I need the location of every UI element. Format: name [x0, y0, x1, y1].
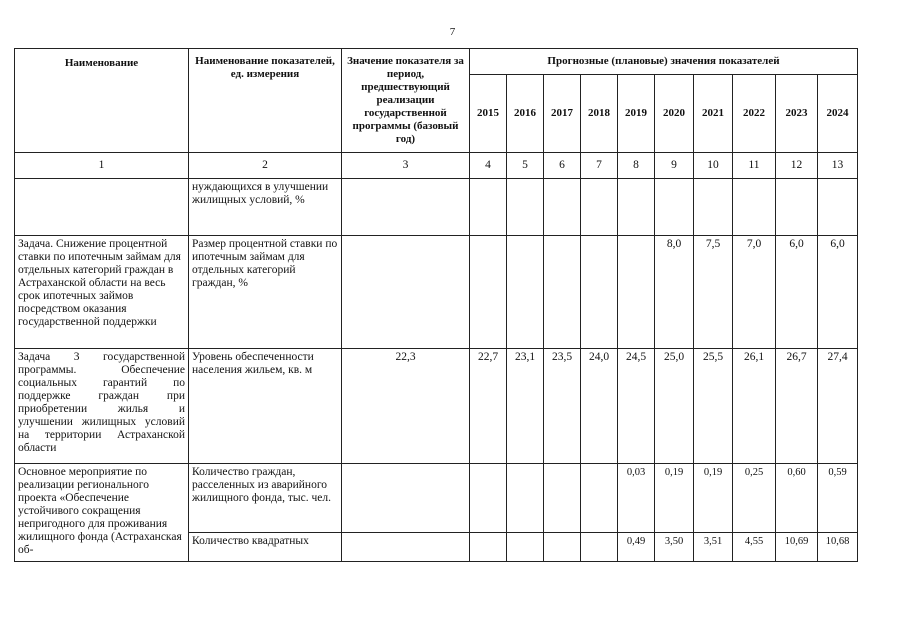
row-value: 23,5: [544, 349, 581, 464]
row-value: 23,1: [507, 349, 544, 464]
row-value: [470, 236, 507, 349]
row-value: 6,0: [818, 236, 858, 349]
row-value: 24,5: [618, 349, 655, 464]
row-indicator: Уровень обеспеченности населения жильем, кв. м: [189, 349, 342, 464]
row-base-value: [342, 464, 470, 533]
column-number: 9: [655, 153, 694, 179]
header-year: 2021: [694, 75, 733, 153]
row-value: [776, 179, 818, 236]
row-indicator: нуждающихся в улучшении жилищных условий, %: [189, 179, 342, 236]
header-year: 2017: [544, 75, 581, 153]
column-number: 1: [15, 153, 189, 179]
header-year: 2022: [733, 75, 776, 153]
column-number: 2: [189, 153, 342, 179]
header-year: 2019: [618, 75, 655, 153]
row-value: [544, 179, 581, 236]
row-value: 26,1: [733, 349, 776, 464]
row-indicator: Количество граждан, расселенных из аварийного жилищного фонда, тыс. чел.: [189, 464, 342, 533]
column-number: 13: [818, 153, 858, 179]
row-value: [581, 236, 618, 349]
row-name: Основное мероприятие по реализации регионального проекта «Обеспечение устойчивого сокращения непригодного для проживания жилищного фонда (Астраханская об-: [15, 464, 189, 562]
row-value: [507, 464, 544, 533]
row-value: [581, 533, 618, 562]
indicators-table: [14, 48, 858, 562]
row-value: [618, 179, 655, 236]
row-value: 8,0: [655, 236, 694, 349]
row-value: 27,4: [818, 349, 858, 464]
table-row: [15, 349, 858, 464]
row-value: [544, 533, 581, 562]
row-value: [655, 179, 694, 236]
row-base-value: [342, 179, 470, 236]
row-value: 6,0: [776, 236, 818, 349]
row-name: [15, 179, 189, 236]
table-row: [15, 179, 858, 236]
header-year: 2023: [776, 75, 818, 153]
column-number-row: [15, 153, 858, 179]
row-value: [470, 533, 507, 562]
column-number: 7: [581, 153, 618, 179]
column-number: 8: [618, 153, 655, 179]
row-value: 22,7: [470, 349, 507, 464]
row-value: 0,49: [618, 533, 655, 562]
row-value: [507, 179, 544, 236]
column-number: 10: [694, 153, 733, 179]
header-year: 2018: [581, 75, 618, 153]
row-value: [544, 236, 581, 349]
row-name: Задача 3 государственной программы. Обеспечение социальных гарантий по поддержке граждан при приобретении жилья и улучшении жилищных условий на территории Астраханской области: [15, 349, 189, 464]
row-value: 0,25: [733, 464, 776, 533]
row-base-value: [342, 236, 470, 349]
header-base-value: Значение показателя за период, предшествующий реализации государственной программы (базовый год): [342, 49, 470, 153]
row-value: 7,5: [694, 236, 733, 349]
row-value: [581, 179, 618, 236]
row-value: 3,51: [694, 533, 733, 562]
row-value: [470, 179, 507, 236]
header-name: Наименование: [15, 49, 189, 153]
column-number: 12: [776, 153, 818, 179]
row-value: 0,19: [694, 464, 733, 533]
row-value: 25,0: [655, 349, 694, 464]
column-number: 6: [544, 153, 581, 179]
row-value: 25,5: [694, 349, 733, 464]
header-year: 2016: [507, 75, 544, 153]
row-value: 4,55: [733, 533, 776, 562]
column-number: 5: [507, 153, 544, 179]
row-value: [544, 464, 581, 533]
row-indicator: Размер процентной ставки по ипотечным займам для отдельных категорий граждан, %: [189, 236, 342, 349]
column-number: 3: [342, 153, 470, 179]
row-value: [694, 179, 733, 236]
table-row: [15, 236, 858, 349]
row-value: [507, 236, 544, 349]
row-value: 7,0: [733, 236, 776, 349]
row-value: [470, 464, 507, 533]
row-value: [818, 179, 858, 236]
header-year: 2015: [470, 75, 507, 153]
row-value: [618, 236, 655, 349]
row-value: 10,69: [776, 533, 818, 562]
row-name: Задача. Снижение процентной ставки по ипотечным займам для отдельных категорий граждан в Астраханской области на весь срок ипотечных займов посредством оказания государственной поддержки: [15, 236, 189, 349]
row-value: [733, 179, 776, 236]
header-year: 2020: [655, 75, 694, 153]
row-base-value: [342, 533, 470, 562]
table-row: [15, 464, 858, 533]
row-value: 10,68: [818, 533, 858, 562]
row-value: 26,7: [776, 349, 818, 464]
row-value: 0,19: [655, 464, 694, 533]
row-value: 0,03: [618, 464, 655, 533]
header-year: 2024: [818, 75, 858, 153]
row-value: 24,0: [581, 349, 618, 464]
row-value: [507, 533, 544, 562]
row-value: 0,60: [776, 464, 818, 533]
row-value: 0,59: [818, 464, 858, 533]
header-forecast: Прогнозные (плановые) значения показателей: [470, 49, 858, 75]
row-indicator: Количество квадратных: [189, 533, 342, 562]
row-base-value: 22,3: [342, 349, 470, 464]
column-number: 11: [733, 153, 776, 179]
header-row-1: [15, 49, 858, 75]
row-value: [581, 464, 618, 533]
column-number: 4: [470, 153, 507, 179]
row-value: 3,50: [655, 533, 694, 562]
header-indicator: Наименование показателей, ед. измерения: [189, 49, 342, 153]
page-number: 7: [449, 26, 456, 38]
